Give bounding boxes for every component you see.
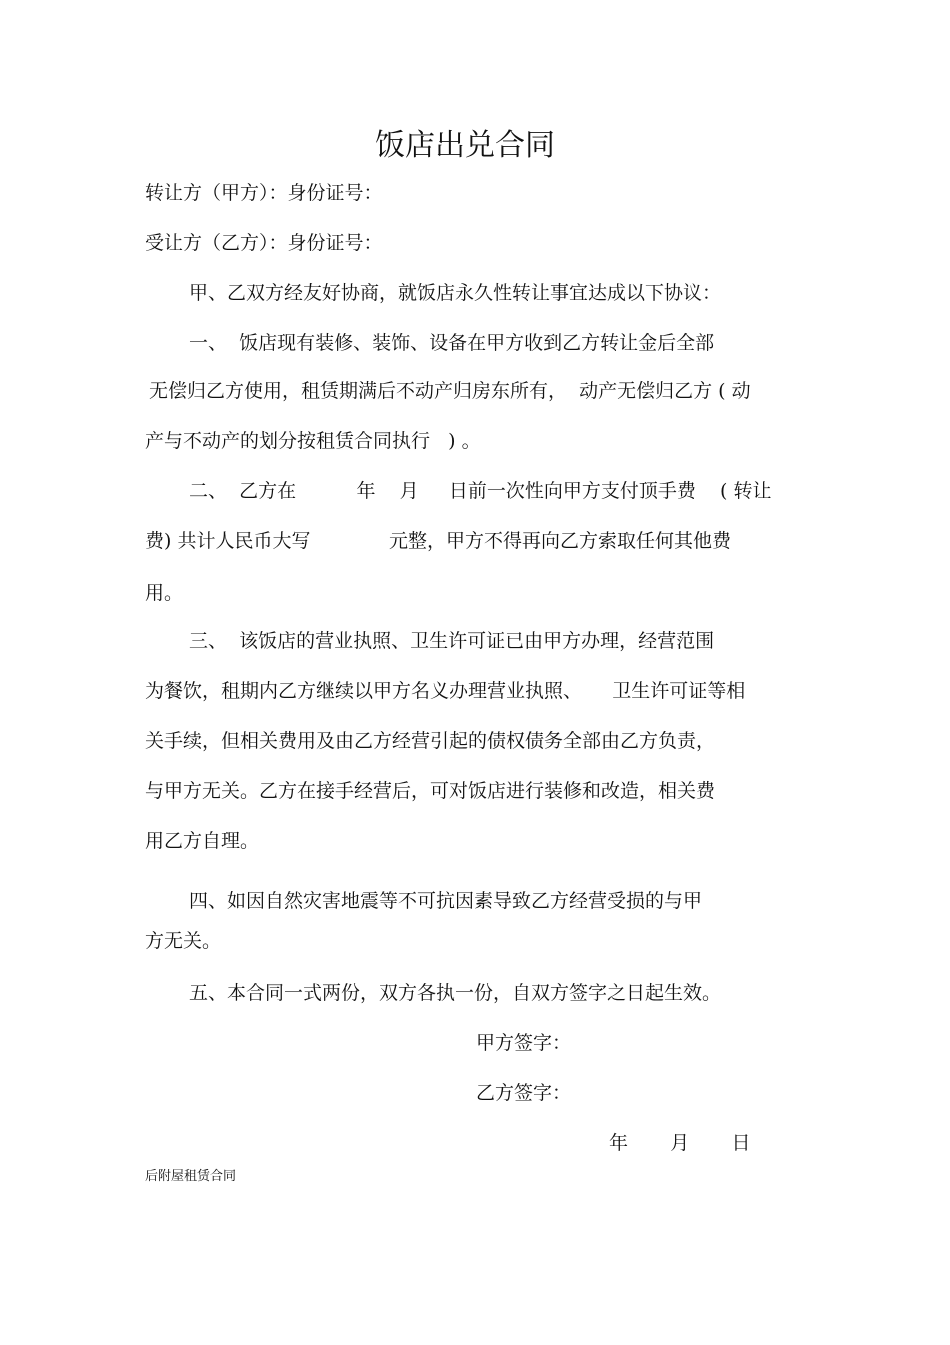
clause-2-line-3: 用。 [145,582,184,604]
signature-party-a: 甲方签字： [476,1032,572,1054]
clause-4-line-1: 四、如因自然灾害地震等不可抗因素导致乙方经营受损的与甲 [189,890,703,912]
clause-3-line-2: 为餐饮，租期内乙方继续以甲方名义办理营业执照、 卫生许可证等相 [145,680,746,702]
clause-5-paragraph: 五、本合同一式两份，双方各执一份，自双方签字之日起生效。 [189,982,722,1004]
intro-paragraph: 甲、乙双方经友好协商，就饭店永久性转让事宜达成以下协议： [189,282,722,304]
footer-note: 后附屋租赁合同 [145,1169,237,1184]
date-line: 年 月 日 [609,1132,751,1154]
clause-2-line-2: 费) 共计人民币大写 元整，甲方不得再向乙方索取任何其他费 [145,530,731,552]
clause-3-line-5: 用乙方自理。 [145,830,260,852]
signature-party-b: 乙方签字： [476,1082,572,1104]
page-title: 饭店出兑合同 [375,128,555,163]
clause-1-line-1: 一、 饭店现有装修、装饰、设备在甲方收到乙方转让金后全部 [189,332,715,354]
clause-1-line-2: 无偿归乙方使用，租赁期满后不动产归房东所有， 动产无偿归乙方 ( 动 [149,380,751,402]
clause-2-line-1: 二、 乙方在 年 月 日前一次性向甲方支付顶手费 ( 转让 [189,480,772,502]
clause-3-line-3: 关手续，但相关费用及由乙方经营引起的债权债务全部由乙方负责， [145,730,716,752]
clause-3-line-1: 三、 该饭店的营业执照、卫生许可证已由甲方办理，经营范围 [189,630,715,652]
party-b-line: 受让方（乙方）：身份证号： [145,232,383,254]
clause-4-line-2: 方无关。 [145,930,222,952]
clause-3-line-4: 与甲方无关。乙方在接手经营后，可对饭店进行装修和改造，相关费 [145,780,716,802]
party-a-line: 转让方（甲方）：身份证号： [145,182,383,204]
clause-1-line-3: 产与不动产的划分按租赁合同执行 ) 。 [145,430,481,452]
